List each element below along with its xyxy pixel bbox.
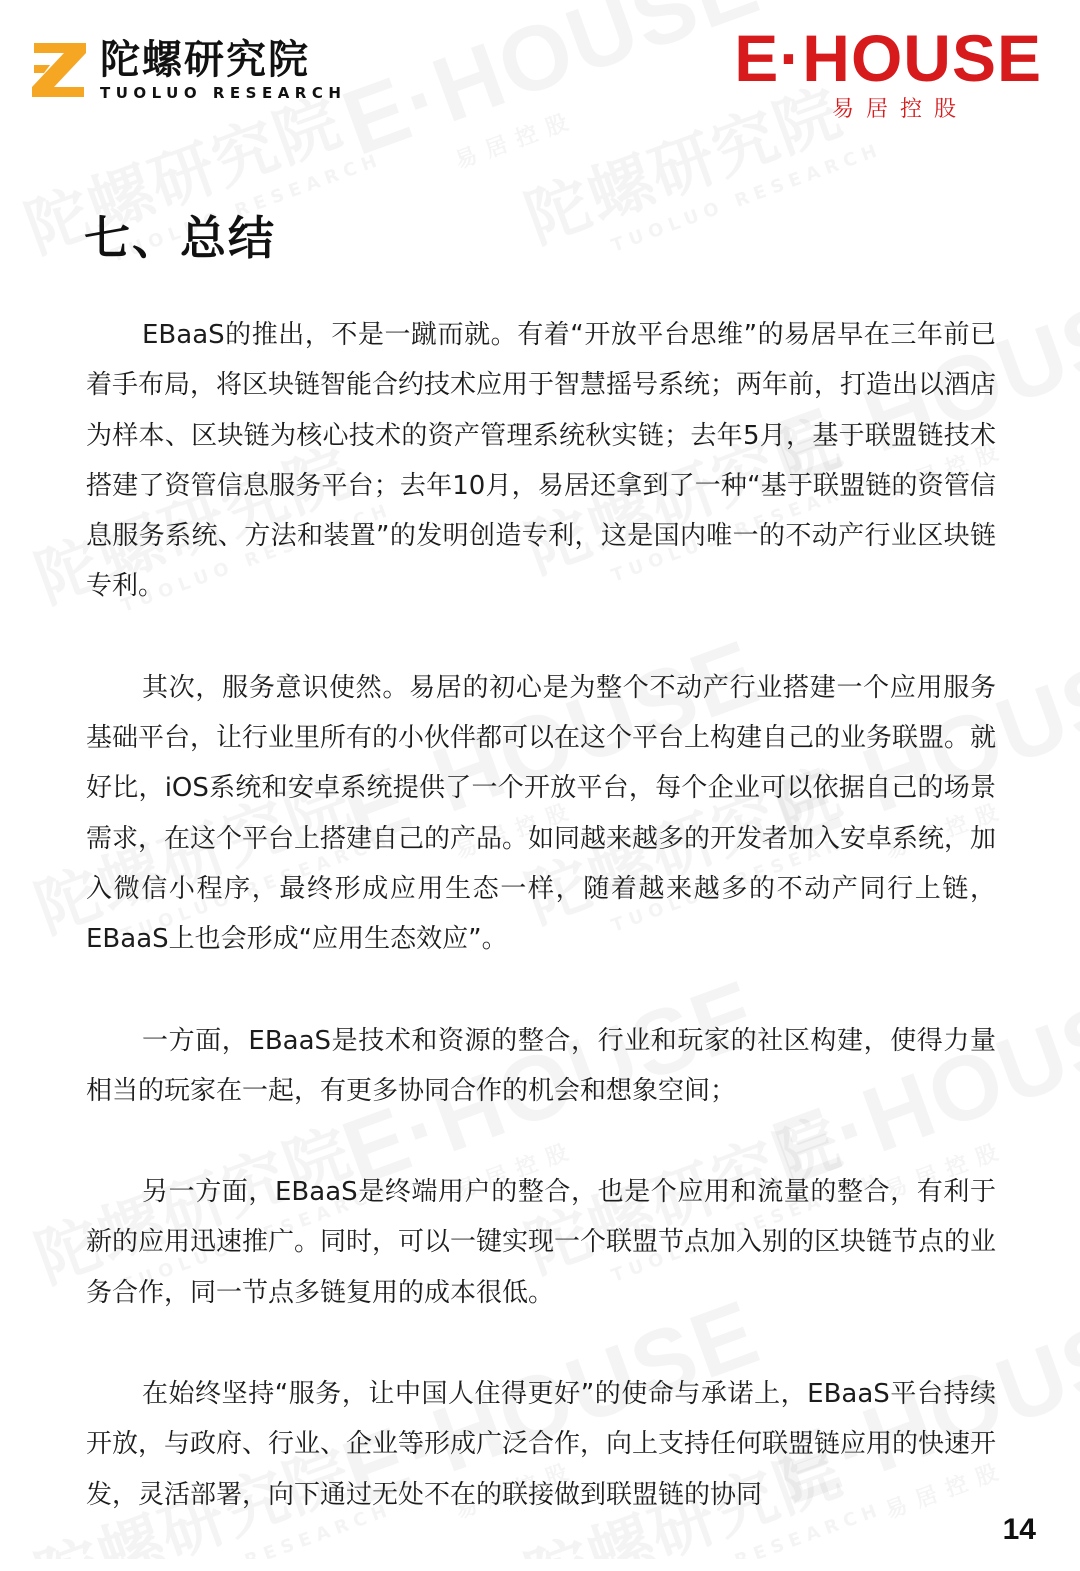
article-body [86, 310, 996, 1571]
paragraph: 一方面，EBaaS是技术和资源的整合，行业和玩家的社区构建，使得力量相当的玩家在一起，有更多协同合作的机会和想象空间； [86, 1025, 996, 1106]
tuoluo-logo-en: TUOLUO RESEARCH [100, 84, 347, 102]
ehouse-logo-cn: 易居控股 [831, 97, 968, 122]
paragraph: EBaaS的推出，不是一蹴而就。有着“开放平台思维”的易居早在三年前已着手布局，将区块链智能合约技术应用于智慧摇号系统；两年前，打造出以酒店为样本、区块链为核心技术的资产管理系统秋实链；去年5月，基于联盟链技术搭建了资管信息服务平台；去年10月，易居还拿到了一种“基于联盟链的资管信息服务系统、方法和装置”的发明创造专利，这是国内唯一的不动产行业区块链专利。 [86, 320, 997, 602]
tuoluo-logo [30, 38, 346, 102]
section-title: 七、总结 [84, 211, 276, 265]
tuoluo-z-icon [30, 41, 88, 99]
tuoluo-logo-cn: 陀螺研究院 [100, 37, 310, 83]
page-number: 14 [1002, 1513, 1036, 1546]
paragraph: 另一方面，EBaaS是终端用户的整合，也是个应用和流量的整合，有利于新的应用迅速推广。同时，可以一键实现一个联盟节点加入别的区块链节点的业务合作，同一节点多链复用的成本很低。 [86, 1177, 997, 1308]
watermark-logo [330, 0, 784, 206]
ehouse-logo-en: E·HOUSE [734, 21, 1042, 95]
paragraph: 在始终坚持“服务，让中国人住得更好”的使命与承诺上，EBaaS平台持续开放，与政府、行业、企业等形成广泛合作，向上支持任何联盟链应用的快速开发，灵活部署，向下通过无处不在的联接做到联盟链的协同 [86, 1379, 997, 1510]
paragraph: 其次，服务意识使然。易居的初心是为整个不动产行业搭建一个应用服务基础平台，让行业里所有的小伙伴都可以在这个平台上构建自己的业务联盟。就好比，iOS系统和安卓系统提供了一个开放平台，每个企业可以依据自己的场景需求，在这个平台上搭建自己的产品。如同越来越多的开发者加入安卓系统，加入微信小程序，最终形成应用生态一样，随着越来越多的不动产同行上链，EBaaS上也会形成“应用生态效应”。 [86, 672, 997, 955]
ehouse-logo [734, 21, 1042, 123]
